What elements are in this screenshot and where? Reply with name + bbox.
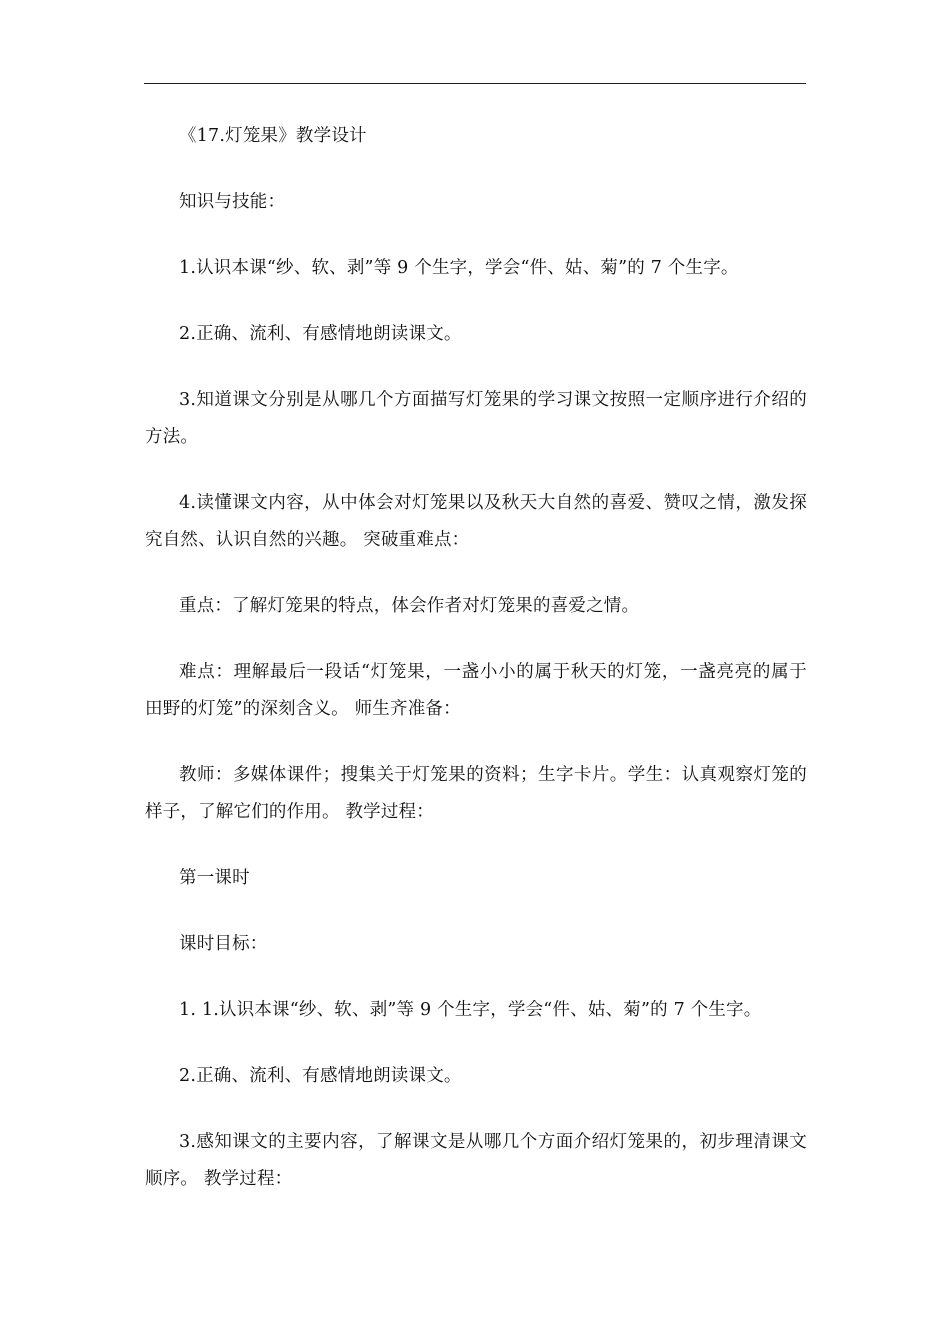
- paragraph-lesson-goal-2: 2.正确、流利、有感情地朗读课文。: [179, 1066, 462, 1086]
- paragraph-goal-3: 3.知道课文分别是从哪几个方面描写灯笼果的学习课文按照一定顺序进行介绍的方法。: [145, 390, 807, 447]
- paragraph-lesson-goal-1: 1. 1.认识本课“纱、软、剥”等 9 个生字，学会“件、姑、菊”的 7 个生字。: [179, 1000, 762, 1020]
- document-body: [145, 118, 807, 1227]
- section-heading-knowledge-skills: 知识与技能：: [179, 192, 286, 212]
- paragraph-key-point: 重点：了解灯笼果的特点，体会作者对灯笼果的喜爱之情。: [179, 596, 640, 616]
- paragraph-lesson-goal-3: 3.感知课文的主要内容，了解课文是从哪几个方面介绍灯笼果的，初步理清课文顺序。 教学过程：: [145, 1132, 807, 1189]
- header-rule: [144, 83, 806, 84]
- section-heading-lesson-goals: 课时目标：: [179, 934, 268, 954]
- section-heading-first-lesson: 第一课时: [179, 868, 250, 888]
- paragraph-difficulty: 难点：理解最后一段话“灯笼果，一盏小小的属于秋天的灯笼，一盏亮亮的属于田野的灯笼”的深刻含义。 师生齐准备：: [145, 662, 807, 719]
- paragraph-goal-2: 2.正确、流利、有感情地朗读课文。: [179, 324, 462, 344]
- paragraph-goal-4: 4.读懂课文内容，从中体会对灯笼果以及秋天大自然的喜爱、赞叹之情，激发探究自然、认识自然的兴趣。 突破重难点：: [145, 493, 807, 550]
- paragraph-goal-1: 1.认识本课“纱、软、剥”等 9 个生字，学会“件、姑、菊”的 7 个生字。: [179, 258, 739, 278]
- document-title: 《17.灯笼果》教学设计: [179, 126, 367, 146]
- paragraph-preparation: 教师：多媒体课件；搜集关于灯笼果的资料；生字卡片。学生：认真观察灯笼的样子，了解它们的作用。 教学过程：: [145, 765, 807, 822]
